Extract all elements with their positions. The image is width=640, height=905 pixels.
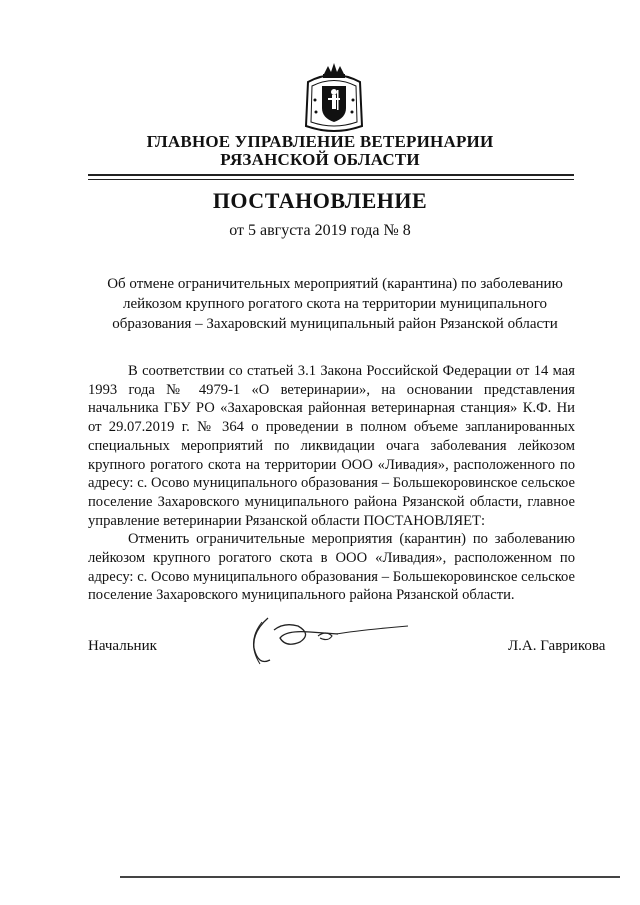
body-paragraph-1: В соответствии со статьей 3.1 Закона Российской Федерации от 14 мая 1993 года № 4979-1 «О ветеринарии», на основании представления начальника ГБУ РО «Захаровская районная ветеринарная станция» К.Ф. Ни от 29.07.2019 г. № 364 о проведении в полном объеме запланированных специальных мероприятий по ликвидации очага заболевания лейкозом крупного рогатого скота на территории ООО «Ливадия», расположенного по адресу: с. Осово муниципального образования – Большекоровинское сельское поселение Захаровского муниципального района Рязанской области, главное управление ветеринарии Рязанской области ПОСТАНОВЛЯЕТ: [88, 363, 575, 529]
body-paragraph-2: Отменить ограничительные мероприятия (карантин) по заболеванию лейкозом крупного рогатого скота в ООО «Ливадия», расположенном по адресу: с. Осово муниципального образования – Большекоровинское сельское поселение Захаровского муниципального района Рязанской области. [88, 531, 575, 604]
organization-name-line1: ГЛАВНОЕ УПРАВЛЕНИЕ ВЕТЕРИНАРИИ [146, 132, 494, 151]
page-bottom-edge [120, 876, 620, 878]
document-title: ПОСТАНОВЛЕНИЕ [212, 188, 428, 213]
signer-name: Л.А. Гаврикова [508, 638, 606, 654]
signer-position: Начальник [88, 638, 157, 654]
organization-name-line2: РЯЗАНСКОЙ ОБЛАСТИ [220, 150, 420, 169]
header-divider-thin [88, 179, 574, 180]
handwritten-signature-icon [240, 612, 410, 670]
ryazan-coat-of-arms-icon [302, 60, 366, 136]
document-date-number: от 5 августа 2019 года № 8 [229, 222, 411, 239]
document-subject: Об отмене ограничительных мероприятий (карантина) по заболеванию лейкозом крупного рогатого скота на территории муниципального образования – Захаровский муниципальный район Рязанской области [107, 276, 563, 332]
header-divider-thick [88, 174, 574, 176]
document-body [88, 362, 575, 605]
